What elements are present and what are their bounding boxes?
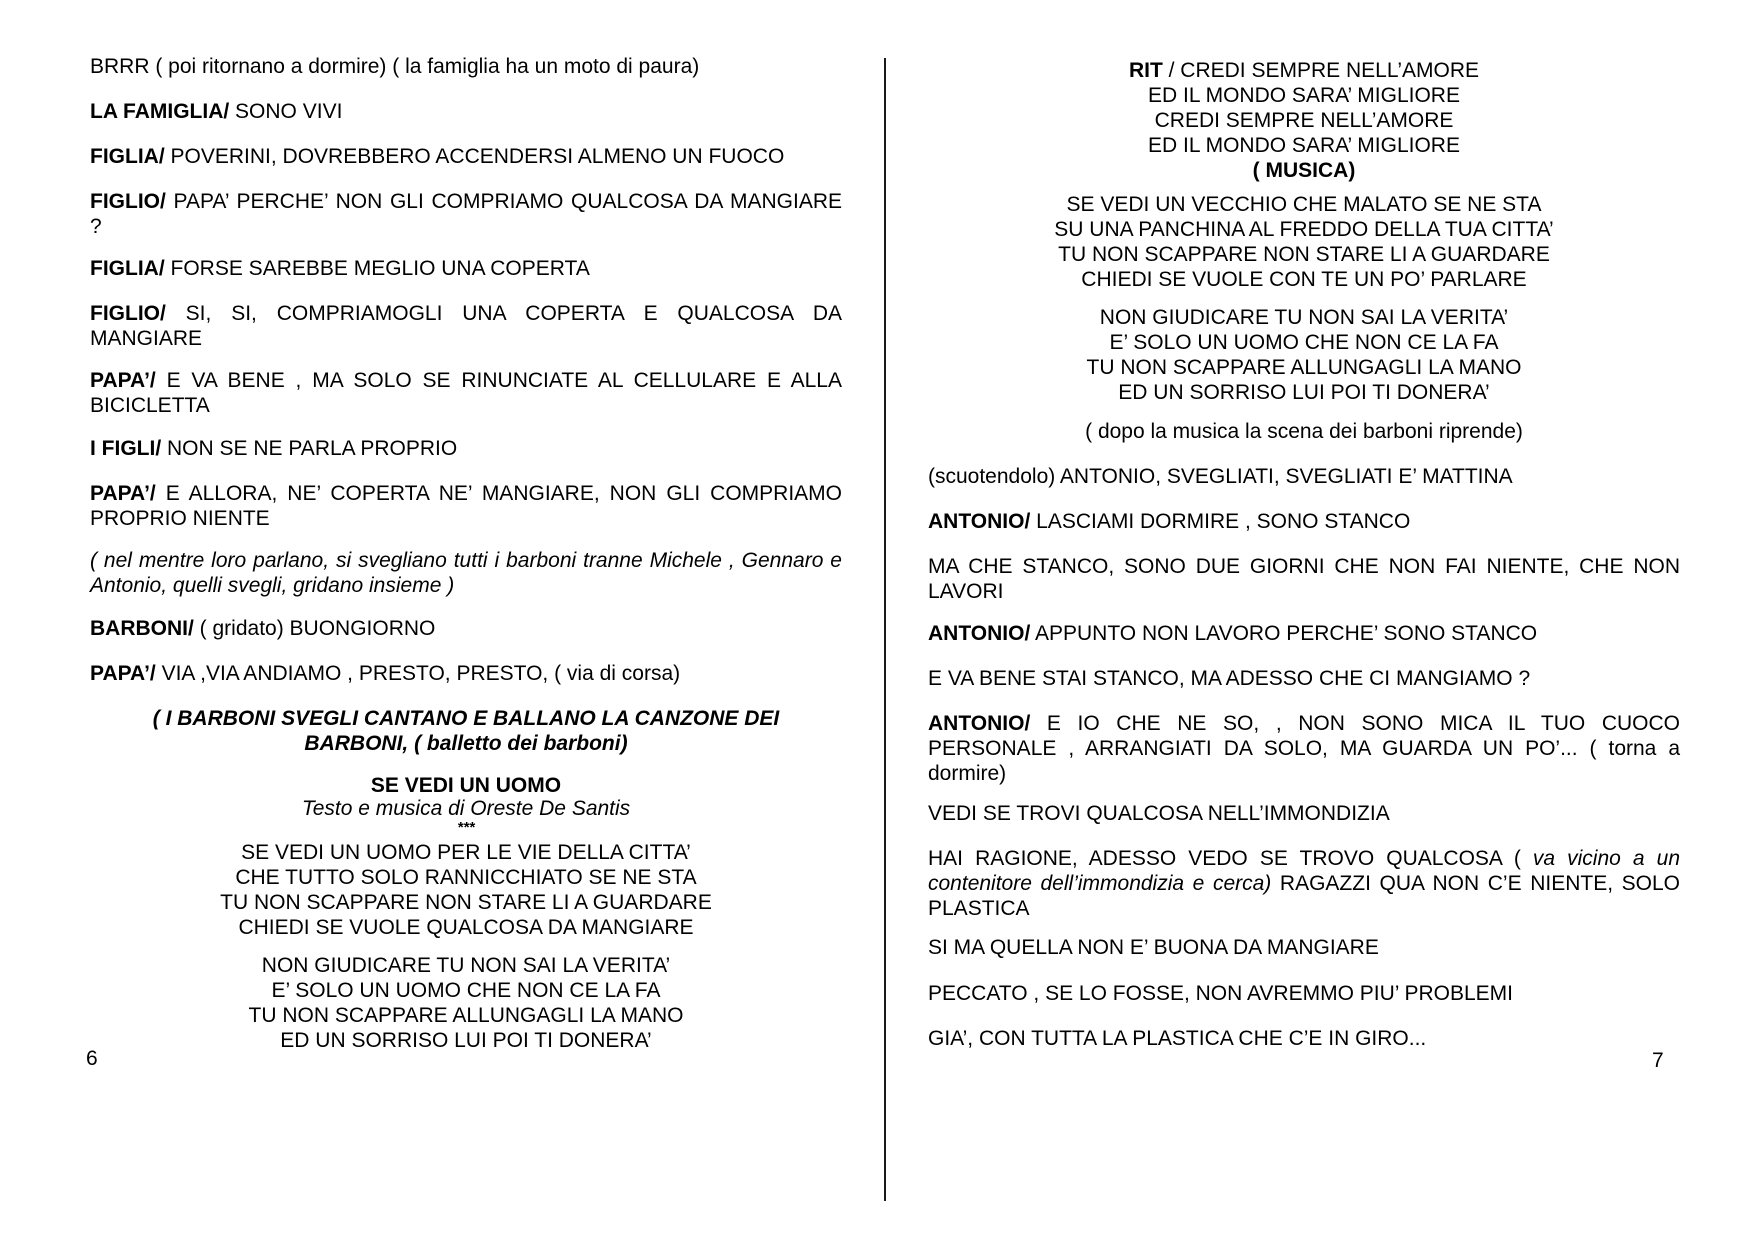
speaker-name: PAPA’/ (90, 482, 156, 505)
stage-direction-line: ( dopo la musica la scena dei barboni riprende) (1085, 420, 1523, 443)
page-divider (884, 58, 886, 1201)
separator: *** (457, 819, 475, 836)
dialogue-line: FIGLIA/ FORSE SAREBBE MEGLIO UNA COPERTA (90, 257, 590, 280)
dialogue-line: BARBONI/ ( gridato) BUONGIORNO (90, 617, 436, 640)
dialogue-line: PAPA’/ VIA ,VIA ANDIAMO , PRESTO, PRESTO, ( via di corsa) (90, 662, 681, 685)
song-stanza (928, 192, 1680, 292)
lyric-line: TU NON SCAPPARE NON STARE LI A GUARDARE (1058, 243, 1550, 266)
lyric-line: TU NON SCAPPARE NON STARE LI A GUARDARE (220, 891, 712, 914)
dialogue-line: PAPA’/ E VA BENE , MA SOLO SE RINUNCIATE AL CELLULARE E ALLA BICICLETTA (90, 369, 842, 417)
dialogue-line: FIGLIA/ POVERINI, DOVREBBERO ACCENDERSI ALMENO UN FUOCO (90, 145, 785, 168)
lyric-line: CHE TUTTO SOLO RANNICCHIATO SE NE STA (235, 866, 697, 889)
lyric-line: SU UNA PANCHINA AL FREDDO DELLA TUA CITTA’ (1054, 218, 1554, 241)
chorus (928, 58, 1680, 183)
speaker-name: PAPA’/ (90, 662, 156, 685)
lyric-line: ED IL MONDO SARA’ MIGLIORE (1148, 84, 1460, 107)
speaker-name: FIGLIO/ (90, 302, 166, 325)
dialogue-line: GIA’, CON TUTTA LA PLASTICA CHE C’E IN GIRO... (928, 1027, 1427, 1050)
dialogue-line: FIGLIO/ PAPA’ PERCHE’ NON GLI COMPRIAMO QUALCOSA DA MANGIARE ? (90, 190, 842, 238)
lyric-line: RIT / CREDI SEMPRE NELL’AMORE (1128, 59, 1480, 82)
speaker-name: FIGLIO/ (90, 190, 166, 213)
dialogue-line: FIGLIO/ SI, SI, COMPRIAMOGLI UNA COPERTA E QUALCOSA DA MANGIARE (90, 302, 842, 350)
music-cue: ( MUSICA) (1252, 159, 1356, 182)
stage-direction-line: BRRR ( poi ritornano a dormire) ( la famiglia ha un moto di paura) (90, 55, 700, 78)
speaker-name: ANTONIO/ (928, 712, 1031, 735)
lyric-line: E’ SOLO UN UOMO CHE NON CE LA FA (271, 979, 661, 1002)
lyric-line: NON GIUDICARE TU NON SAI LA VERITA’ (1099, 306, 1509, 329)
lyric-line: NON GIUDICARE TU NON SAI LA VERITA’ (261, 954, 671, 977)
song-stanza (928, 305, 1680, 405)
lyric-line: ED IL MONDO SARA’ MIGLIORE (1148, 134, 1460, 157)
song-credit: Testo e musica di Oreste De Santis (301, 797, 631, 820)
song-stanza (90, 953, 842, 1053)
dialogue-line: (scuotendolo) ANTONIO, SVEGLIATI, SVEGLIATI E’ MATTINA (928, 465, 1513, 488)
lyric-line: CHIEDI SE VUOLE CON TE UN PO’ PARLARE (1081, 268, 1527, 291)
speaker-name: I FIGLI/ (90, 437, 162, 460)
dialogue-line: SI MA QUELLA NON E’ BUONA DA MANGIARE (928, 936, 1379, 959)
stage-direction: ( nel mentre loro parlano, si svegliano tutti i barboni tranne Michele , Gennaro e Antonio, quelli svegli, gridano insieme ) (90, 549, 842, 597)
speaker-name: ANTONIO/ (928, 510, 1031, 533)
song-stanza (90, 840, 842, 940)
speaker-name: PAPA’/ (90, 369, 156, 392)
dialogue-line: I FIGLI/ NON SE NE PARLA PROPRIO (90, 437, 458, 460)
dialogue-line: E VA BENE STAI STANCO, MA ADESSO CHE CI MANGIAMO ? (928, 667, 1531, 690)
speaker-name: FIGLIA/ (90, 145, 165, 168)
lyric-line: CREDI SEMPRE NELL’AMORE (1154, 109, 1454, 132)
lyric-line: CHIEDI SE VUOLE QUALCOSA DA MANGIARE (238, 916, 694, 939)
dialogue-line: VEDI SE TROVI QUALCOSA NELL’IMMONDIZIA (928, 802, 1390, 825)
lyric-line: SE VEDI UN UOMO PER LE VIE DELLA CITTA’ (241, 841, 691, 864)
stage-direction-song-intro: ( I BARBONI SVEGLI CANTANO E BALLANO LA CANZONE DEI BARBONI, ( balletto dei barboni) (152, 707, 780, 755)
dialogue-line: LA FAMIGLIA/ SONO VIVI (90, 100, 343, 123)
lyric-line: E’ SOLO UN UOMO CHE NON CE LA FA (1109, 331, 1499, 354)
inline-stage-direction: va vicino a un contenitore dell’immondizia e cerca) (928, 847, 1680, 895)
speaker-name: LA FAMIGLIA/ (90, 100, 230, 123)
lyric-line: SE VEDI UN VECCHIO CHE MALATO SE NE STA (1066, 193, 1542, 216)
dialogue-line: HAI RAGIONE, ADESSO VEDO SE TROVO QUALCOSA ( va vicino a un contenitore dell’immondizia e cerca) RAGAZZI QUA NON C’E NIENTE, SOLO PLASTICA (928, 847, 1680, 920)
dialogue-line: PECCATO , SE LO FOSSE, NON AVREMMO PIU’ PROBLEMI (928, 982, 1514, 1005)
dialogue-line: ANTONIO/ APPUNTO NON LAVORO PERCHE’ SONO STANCO (928, 622, 1538, 645)
dialogue-line: ANTONIO/ LASCIAMI DORMIRE , SONO STANCO (928, 510, 1411, 533)
lyric-line: ED UN SORRISO LUI POI TI DONERA’ (280, 1029, 652, 1052)
lyric-line: ED UN SORRISO LUI POI TI DONERA’ (1118, 381, 1490, 404)
song-title: SE VEDI UN UOMO (370, 774, 562, 797)
lyric-line: TU NON SCAPPARE ALLUNGAGLI LA MANO (1086, 356, 1522, 379)
dialogue-line: ANTONIO/ E IO CHE NE SO, , NON SONO MICA IL TUO CUOCO PERSONALE , ARRANGIATI DA SOLO, MA GUARDA UN PO’... ( torna a dormire) (928, 712, 1680, 785)
speaker-name: ANTONIO/ (928, 622, 1031, 645)
page-number-left: 6 (86, 1047, 98, 1070)
page-number-right: 7 (1652, 1049, 1664, 1072)
dialogue-line: MA CHE STANCO, SONO DUE GIORNI CHE NON FAI NIENTE, CHE NON LAVORI (928, 555, 1680, 603)
speaker-name: FIGLIA/ (90, 257, 165, 280)
speaker-name: BARBONI/ (90, 617, 194, 640)
dialogue-line: PAPA’/ E ALLORA, NE’ COPERTA NE’ MANGIARE, NON GLI COMPRIAMO PROPRIO NIENTE (90, 482, 842, 530)
lyric-line: TU NON SCAPPARE ALLUNGAGLI LA MANO (248, 1004, 684, 1027)
chorus-label: RIT (1128, 59, 1163, 82)
